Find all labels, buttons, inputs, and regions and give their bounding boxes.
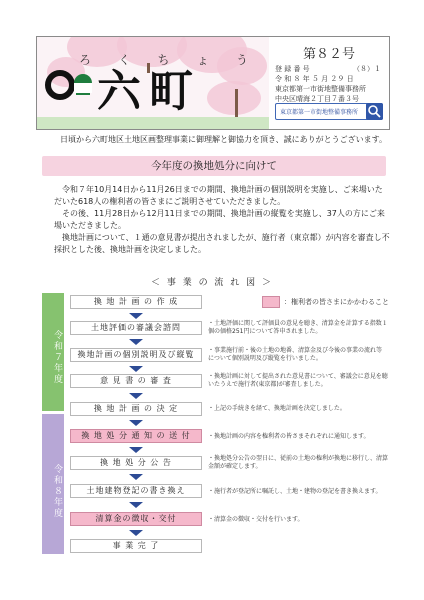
arrow-down-icon [129, 502, 143, 508]
arrow-down-icon [129, 530, 143, 536]
info-label: 中央区晴海２丁目７番３号 [275, 95, 359, 103]
arrow-down-icon [129, 393, 143, 399]
flow-step: 事 業 完 了 [70, 539, 202, 553]
year-band-label: 令和８年度 [52, 463, 62, 519]
info-line [275, 84, 387, 94]
legend-label: ：権利者の皆さまにかかわること [284, 298, 389, 306]
flow-chart-title: ＜ 事 業 の 流 れ 図 ＞ [150, 278, 274, 288]
issue-info [275, 43, 387, 104]
article-body [54, 184, 390, 256]
year-band-2025 [42, 293, 64, 411]
newsletter-header [36, 36, 390, 130]
furigana-char: く [118, 53, 132, 67]
flow-step: 換 地 計 画 の 作 成 [70, 295, 202, 309]
arrow-down-icon [129, 339, 143, 345]
arrow-down-icon [129, 447, 143, 453]
title-furigana [79, 51, 249, 67]
info-line [275, 74, 387, 84]
info-label: 登 録 番 号 [275, 65, 310, 73]
arrow-down-icon [129, 474, 143, 480]
furigana-char: う [235, 53, 249, 67]
section-heading: 今年度の換地処分に向けて [42, 156, 386, 176]
flow-step: 土地評価の審議会諮問 [70, 321, 202, 335]
flow-step-note: ・換地計画に対して提出された意見書について、審議会に意見を聴いたうえで施行者(東京都)が審査しました。 [208, 373, 388, 388]
arrow-down-icon [129, 420, 143, 426]
furigana-char: ち [157, 53, 171, 67]
flow-step-note: ・上記の手続きを経て、換地計画を決定しました。 [208, 405, 346, 412]
arrow-down-icon [129, 366, 143, 372]
flow-step-highlight: 清算金の徴収・交付 [70, 512, 202, 526]
body-paragraph: 換地計画について、１通の意見書が提出されましたが、施行者（東京都）が内容を審査し不採択とした後、換地計画を決定しました。 [54, 233, 390, 254]
info-label: 令 和 ８ 年 ５ 月 ２９ 日 [275, 75, 354, 83]
info-value: （８）１ [353, 65, 381, 73]
greeting-text: 日頃から六町地区土地区画整理事業に御理解と御協力を頂き、誠にありがとうございます。 [60, 135, 388, 144]
office-search-box[interactable] [275, 103, 383, 120]
search-icon[interactable] [366, 103, 383, 120]
info-line [275, 64, 387, 74]
flow-step-highlight: 換 地 処 分 通 知 の 送 付 [70, 429, 202, 443]
legend [262, 296, 389, 308]
town-logo-icon [43, 63, 95, 107]
flow-step-note: ・換地処分公告の翌日に、従前の土地の権利が換地に移行し、清算金額が確定します。 [208, 455, 389, 470]
furigana-char: ろ [79, 53, 93, 67]
body-paragraph: その後、11月28日から12月11日までの期間、換地計画の縦覧を実施し、37人の方にご来場いただきました。 [54, 209, 385, 230]
newsletter-title: 六町 [97, 66, 201, 117]
flow-step: 換地計画の個別説明及び縦覧 [70, 348, 202, 362]
flow-step-note: ・換地計画の内容を権利者の皆さまそれぞれに通知します。 [208, 433, 370, 440]
flow-step-note: ・土地評価に関して評価員の意見を聴き、清算金を計算する指数１個の価格251円について答申されました。 [208, 320, 388, 335]
flow-step-note: ・清算金の徴収・交付を行います。 [208, 516, 304, 523]
legend-swatch [262, 296, 280, 308]
body-paragraph: 令和７年10月14日から11月26日までの期間、換地計画の個別説明を実施し、ご来場いただいた618人の権利者の皆さまにご説明させていただきました。 [54, 185, 383, 206]
flow-step: 意 見 書 の 審 査 [70, 374, 202, 388]
info-label: 東京都第一市街地整備事務所 [275, 85, 366, 93]
flow-step: 換 地 処 分 公 告 [70, 456, 202, 470]
arrow-down-icon [129, 313, 143, 319]
year-band-2026 [42, 414, 64, 554]
flow-step: 換 地 計 画 の 決 定 [70, 402, 202, 416]
search-box-label: 東京都第一市街地整備事務所 [280, 109, 359, 116]
flow-step-note: ・事業施行前・後の土地の地番、清算金及び今後の事業の流れ等について個別説明及び縦覧を行いました。 [208, 347, 383, 362]
furigana-char: ょ [196, 53, 210, 67]
flow-step-note: ・施行者が登記所に嘱託し、土地・建物の登記を書き換えます。 [208, 488, 382, 495]
flow-step: 土地建物登記の書き換え [70, 484, 202, 498]
year-band-label: 令和７年度 [52, 329, 62, 385]
issue-number: 第８２号 [303, 47, 356, 62]
